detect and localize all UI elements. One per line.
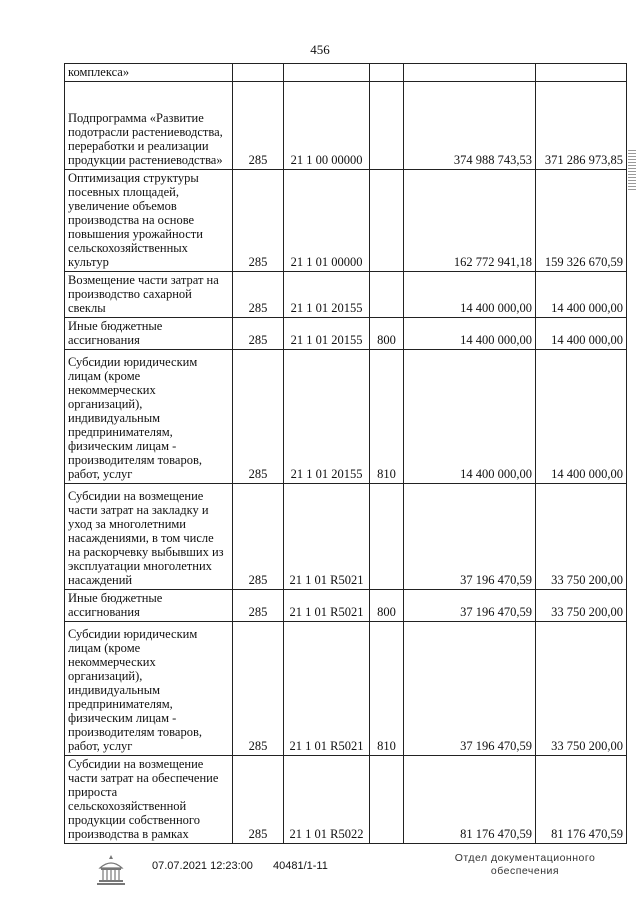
cell-expense-type: 810 <box>370 350 404 484</box>
cell-sum-first-year: 37 196 470,59 <box>404 484 536 590</box>
cell-name: Иные бюджетные ассигнования <box>65 318 233 350</box>
table-row <box>65 170 627 272</box>
emblem-logo-icon <box>94 852 128 888</box>
cell-sum-second-year: 371 286 973,85 <box>536 82 627 170</box>
cell-sum-first-year: 162 772 941,18 <box>404 170 536 272</box>
cell-sum-second-year: 14 400 000,00 <box>536 318 627 350</box>
cell-sum-second-year: 14 400 000,00 <box>536 350 627 484</box>
cell-target-article: 21 1 01 R5021 <box>284 590 370 622</box>
page-footer <box>0 848 640 898</box>
cell-target-article: 21 1 01 20155 <box>284 350 370 484</box>
cell-sum-second-year: 33 750 200,00 <box>536 622 627 756</box>
cell-name: Иные бюджетные ассигнования <box>65 590 233 622</box>
cell-target-article: 21 1 01 20155 <box>284 318 370 350</box>
table-row <box>65 756 627 844</box>
cell-name: Оптимизация структуры посевных площадей, увеличение объемов производства на основе повышения урожайности сельскохозяйственных культур <box>65 170 233 272</box>
cell-name: Субсидии на возмещение части затрат на закладку и уход за многолетними насаждениями, в том числе на раскорчевку выбывших из эксплуатации многолетних насаждений <box>65 484 233 590</box>
budget-table <box>64 63 627 844</box>
cell-name: Подпрограмма «Развитие подотрасли растениеводства, переработки и реализации продукции растениеводства» <box>65 82 233 170</box>
cell-grbs: 285 <box>233 350 284 484</box>
cell-expense-type: 800 <box>370 318 404 350</box>
cell-target-article: 21 1 01 00000 <box>284 170 370 272</box>
cell-sum-first-year: 37 196 470,59 <box>404 622 536 756</box>
cell-target-article <box>284 64 370 82</box>
cell-expense-type <box>370 756 404 844</box>
department-stamp-line1: Отдел документационного <box>454 852 596 864</box>
cell-grbs <box>233 64 284 82</box>
cell-name: Возмещение части затрат на производство сахарной свеклы <box>65 272 233 318</box>
cell-target-article: 21 1 01 R5021 <box>284 622 370 756</box>
cell-name: комплекса» <box>65 64 233 82</box>
cell-grbs: 285 <box>233 756 284 844</box>
cell-grbs: 285 <box>233 170 284 272</box>
cell-expense-type: 810 <box>370 622 404 756</box>
stamp-datetime: 07.07.2021 12:23:00 <box>152 860 253 872</box>
cell-sum-second-year <box>536 64 627 82</box>
cell-target-article: 21 1 01 R5022 <box>284 756 370 844</box>
table-row <box>65 82 627 170</box>
table-row <box>65 484 627 590</box>
table-row <box>65 272 627 318</box>
cell-sum-first-year: 14 400 000,00 <box>404 318 536 350</box>
cell-sum-first-year: 37 196 470,59 <box>404 590 536 622</box>
table-row <box>65 350 627 484</box>
cell-expense-type <box>370 272 404 318</box>
cell-sum-second-year: 33 750 200,00 <box>536 590 627 622</box>
table-row <box>65 590 627 622</box>
cell-sum-first-year <box>404 64 536 82</box>
cell-sum-first-year: 14 400 000,00 <box>404 272 536 318</box>
cell-sum-second-year: 14 400 000,00 <box>536 272 627 318</box>
cell-expense-type <box>370 170 404 272</box>
cell-expense-type <box>370 82 404 170</box>
table-row <box>65 318 627 350</box>
cell-name: Субсидии юридическим лицам (кроме некоммерческих организаций), индивидуальным предпринимателям, физическим лицам - производителям товаров, работ, услуг <box>65 350 233 484</box>
cell-grbs: 285 <box>233 82 284 170</box>
scan-side-mark <box>628 150 636 190</box>
department-stamp-line2: обеспечения <box>490 865 560 877</box>
cell-target-article: 21 1 01 20155 <box>284 272 370 318</box>
cell-name: Субсидии на возмещение части затрат на обеспечение прироста сельскохозяйственной продукции собственного производства в рамках <box>65 756 233 844</box>
page-number: 456 <box>310 42 330 57</box>
cell-grbs: 285 <box>233 272 284 318</box>
cell-grbs: 285 <box>233 318 284 350</box>
cell-grbs: 285 <box>233 622 284 756</box>
cell-expense-type <box>370 64 404 82</box>
cell-target-article: 21 1 00 00000 <box>284 82 370 170</box>
cell-sum-first-year: 14 400 000,00 <box>404 350 536 484</box>
cell-expense-type: 800 <box>370 590 404 622</box>
cell-name: Субсидии юридическим лицам (кроме некоммерческих организаций), индивидуальным предпринимателям, физическим лицам - производителям товаров, работ, услуг <box>65 622 233 756</box>
cell-sum-first-year: 81 176 470,59 <box>404 756 536 844</box>
stamp-doc-code: 40481/1-11 <box>273 860 328 872</box>
cell-sum-second-year: 33 750 200,00 <box>536 484 627 590</box>
table-row <box>65 64 627 82</box>
cell-grbs: 285 <box>233 484 284 590</box>
cell-expense-type <box>370 484 404 590</box>
cell-sum-second-year: 159 326 670,59 <box>536 170 627 272</box>
cell-sum-first-year: 374 988 743,53 <box>404 82 536 170</box>
cell-grbs: 285 <box>233 590 284 622</box>
cell-target-article: 21 1 01 R5021 <box>284 484 370 590</box>
department-stamp <box>440 852 610 878</box>
cell-sum-second-year: 81 176 470,59 <box>536 756 627 844</box>
table-row <box>65 622 627 756</box>
